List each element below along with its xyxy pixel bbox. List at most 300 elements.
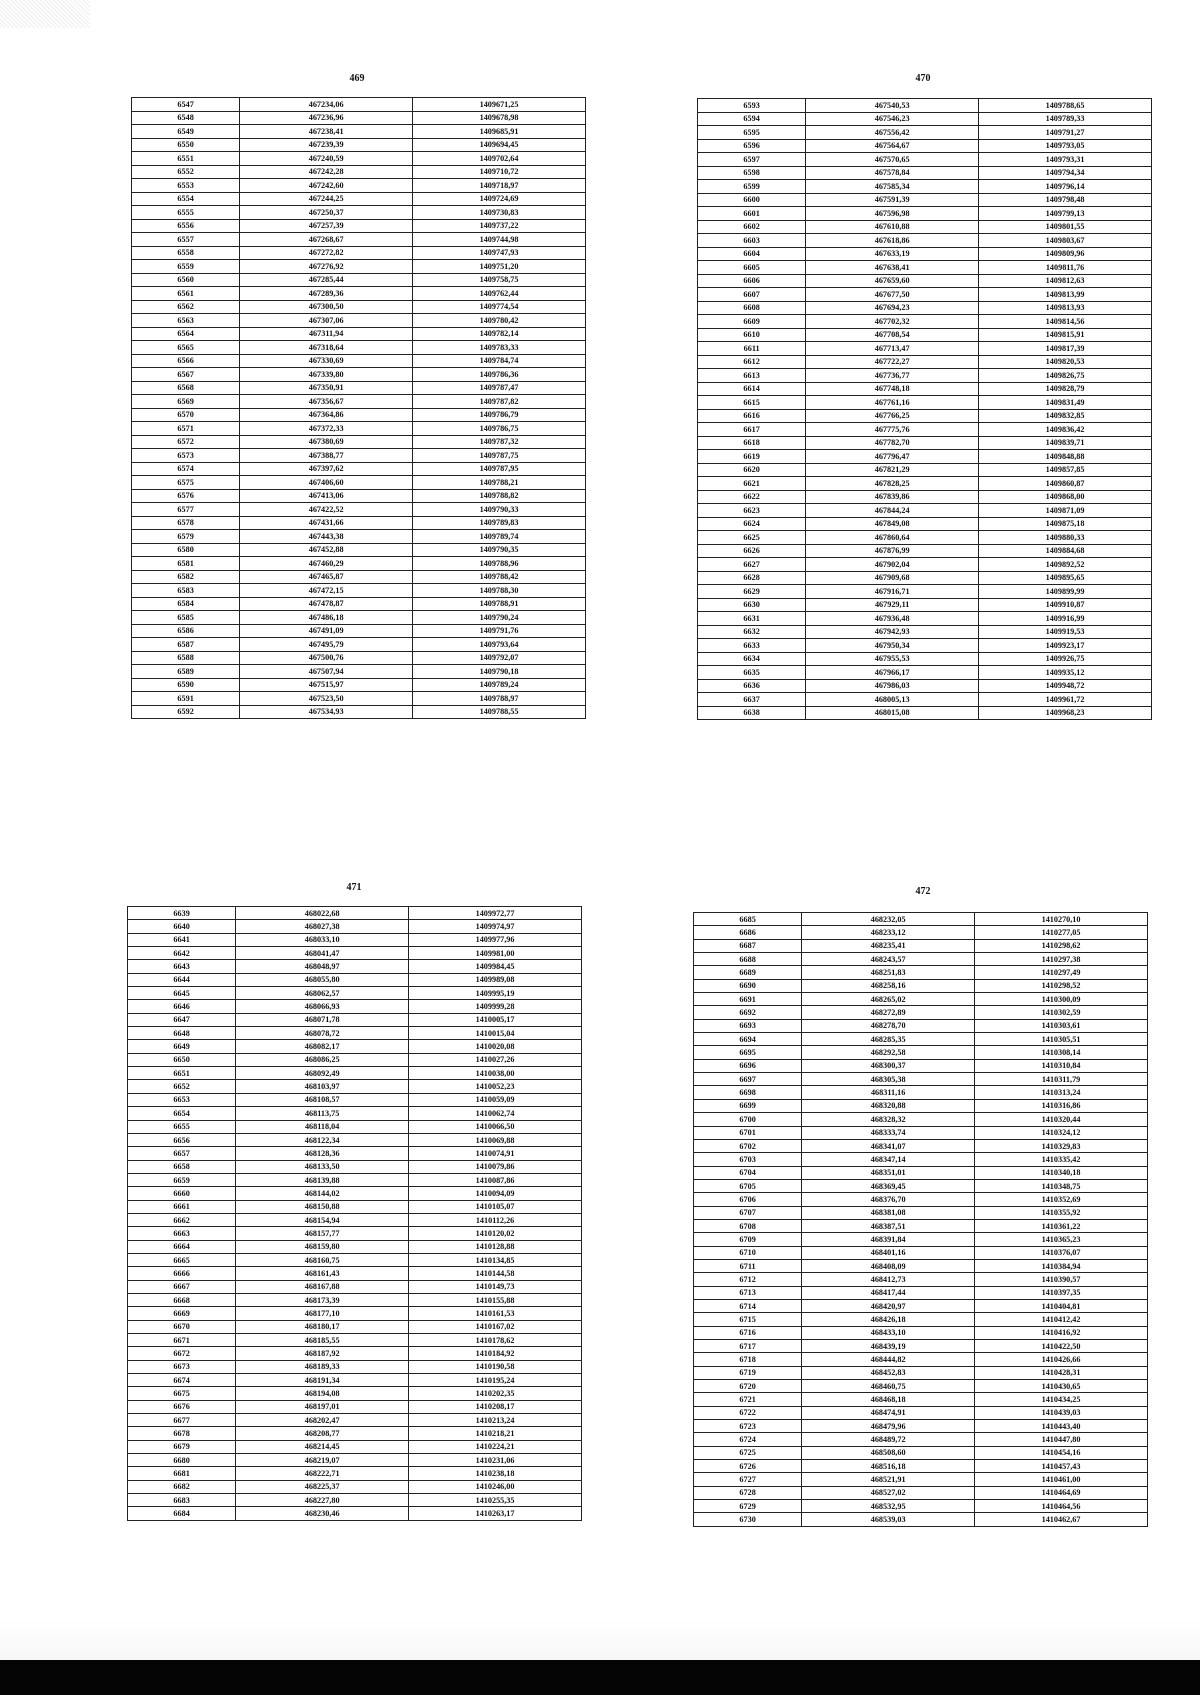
point-number-cell: 6568 (132, 381, 240, 395)
table-row (132, 435, 586, 449)
point-number-cell: 6728 (694, 1486, 802, 1499)
table-row (128, 1454, 582, 1467)
x-coordinate-cell: 467507,94 (240, 665, 413, 679)
y-coordinate-cell: 1409848,88 (979, 450, 1152, 464)
x-coordinate-cell: 467452,88 (240, 543, 413, 557)
x-coordinate-cell: 467796,47 (806, 450, 979, 464)
table-row (132, 260, 586, 274)
table-row (128, 1267, 582, 1280)
x-coordinate-cell: 468233,12 (802, 926, 975, 939)
table-row (132, 611, 586, 625)
x-coordinate-cell: 467828,25 (806, 477, 979, 491)
y-coordinate-cell: 1410462,67 (975, 1513, 1148, 1526)
table-row (132, 219, 586, 233)
table-row (128, 920, 582, 933)
y-coordinate-cell: 1409809,96 (979, 247, 1152, 261)
scan-artifact (0, 1620, 1200, 1660)
point-number-cell: 6647 (128, 1013, 236, 1026)
y-coordinate-cell: 1409788,91 (413, 597, 586, 611)
point-number-cell: 6559 (132, 260, 240, 274)
point-number-cell: 6584 (132, 597, 240, 611)
point-number-cell: 6720 (694, 1380, 802, 1393)
x-coordinate-cell: 467986,03 (806, 679, 979, 693)
y-coordinate-cell: 1410255,35 (409, 1494, 582, 1507)
y-coordinate-cell: 1410422,50 (975, 1340, 1148, 1353)
x-coordinate-cell: 467242,60 (240, 179, 413, 193)
point-number-cell: 6707 (694, 1206, 802, 1219)
point-number-cell: 6673 (128, 1360, 236, 1373)
x-coordinate-cell: 468387,51 (802, 1219, 975, 1232)
table-row (132, 287, 586, 301)
x-coordinate-cell: 467782,70 (806, 436, 979, 450)
table-row (694, 1406, 1148, 1419)
table-row (694, 1166, 1148, 1179)
table-row (128, 1347, 582, 1360)
table-row (132, 273, 586, 287)
x-coordinate-cell: 467677,50 (806, 288, 979, 302)
table-row (128, 987, 582, 1000)
point-number-cell: 6550 (132, 138, 240, 152)
x-coordinate-cell: 467902,04 (806, 558, 979, 572)
x-coordinate-cell: 467478,87 (240, 597, 413, 611)
y-coordinate-cell: 1410069,88 (409, 1133, 582, 1146)
point-number-cell: 6724 (694, 1433, 802, 1446)
y-coordinate-cell: 1409790,24 (413, 611, 586, 625)
x-coordinate-cell: 468225,37 (236, 1480, 409, 1493)
point-number-cell: 6607 (698, 288, 806, 302)
table-row (694, 1193, 1148, 1206)
table-row (132, 327, 586, 341)
y-coordinate-cell: 1410231,06 (409, 1454, 582, 1467)
point-number-cell: 6595 (698, 126, 806, 140)
table-row (128, 1280, 582, 1293)
y-coordinate-cell: 1409916,99 (979, 612, 1152, 626)
y-coordinate-cell: 1409857,85 (979, 463, 1152, 477)
table-row (694, 1366, 1148, 1379)
y-coordinate-cell: 1410246,00 (409, 1480, 582, 1493)
x-coordinate-cell: 467570,65 (806, 153, 979, 167)
table-row (128, 960, 582, 973)
y-coordinate-cell: 1409836,42 (979, 423, 1152, 437)
y-coordinate-cell: 1409884,68 (979, 544, 1152, 558)
table-row (128, 1293, 582, 1306)
y-coordinate-cell: 1409793,05 (979, 139, 1152, 153)
x-coordinate-cell: 468108,57 (236, 1093, 409, 1106)
point-number-cell: 6645 (128, 987, 236, 1000)
y-coordinate-cell: 1410454,16 (975, 1446, 1148, 1459)
point-number-cell: 6600 (698, 193, 806, 207)
y-coordinate-cell: 1409910,87 (979, 598, 1152, 612)
y-coordinate-cell: 1410443,40 (975, 1420, 1148, 1433)
table-row (694, 1486, 1148, 1499)
y-coordinate-cell: 1409812,63 (979, 274, 1152, 288)
y-coordinate-cell: 1409868,00 (979, 490, 1152, 504)
point-number-cell: 6554 (132, 192, 240, 206)
x-coordinate-cell: 468272,89 (802, 1006, 975, 1019)
point-number-cell: 6614 (698, 382, 806, 396)
table-row (132, 489, 586, 503)
point-number-cell: 6648 (128, 1027, 236, 1040)
table-row (128, 1200, 582, 1213)
table-row (698, 369, 1152, 383)
x-coordinate-cell: 467540,53 (806, 99, 979, 113)
y-coordinate-cell: 1409926,75 (979, 652, 1152, 666)
x-coordinate-cell: 468092,49 (236, 1067, 409, 1080)
table-row (128, 1067, 582, 1080)
point-number-cell: 6661 (128, 1200, 236, 1213)
x-coordinate-cell: 468154,94 (236, 1213, 409, 1226)
table-row (128, 907, 582, 920)
table-row (694, 1313, 1148, 1326)
y-coordinate-cell: 1409892,52 (979, 558, 1152, 572)
y-coordinate-cell: 1410149,73 (409, 1280, 582, 1293)
point-number-cell: 6574 (132, 462, 240, 476)
table-row (698, 180, 1152, 194)
table-row (128, 1507, 582, 1520)
x-coordinate-cell: 467239,39 (240, 138, 413, 152)
table-row (132, 98, 586, 112)
y-coordinate-cell: 1409678,98 (413, 111, 586, 125)
table-row (128, 1467, 582, 1480)
x-coordinate-cell: 467372,33 (240, 422, 413, 436)
y-coordinate-cell: 1409786,75 (413, 422, 586, 436)
x-coordinate-cell: 467591,39 (806, 193, 979, 207)
table-row (698, 396, 1152, 410)
x-coordinate-cell: 468391,84 (802, 1233, 975, 1246)
x-coordinate-cell: 468347,14 (802, 1153, 975, 1166)
point-number-cell: 6726 (694, 1460, 802, 1473)
table-row (694, 1086, 1148, 1099)
point-number-cell: 6718 (694, 1353, 802, 1366)
x-coordinate-cell: 468468,18 (802, 1393, 975, 1406)
x-coordinate-cell: 467422,52 (240, 503, 413, 517)
x-coordinate-cell: 467736,77 (806, 369, 979, 383)
y-coordinate-cell: 1410270,10 (975, 913, 1148, 926)
y-coordinate-cell: 1410020,08 (409, 1040, 582, 1053)
table-row (694, 1299, 1148, 1312)
point-number-cell: 6664 (128, 1240, 236, 1253)
x-coordinate-cell: 467876,99 (806, 544, 979, 558)
point-number-cell: 6719 (694, 1366, 802, 1379)
table-row (132, 138, 586, 152)
x-coordinate-cell: 467339,80 (240, 368, 413, 382)
y-coordinate-cell: 1409783,33 (413, 341, 586, 355)
y-coordinate-cell: 1410112,26 (409, 1213, 582, 1226)
y-coordinate-cell: 1409972,77 (409, 907, 582, 920)
table-row (694, 1353, 1148, 1366)
point-number-cell: 6690 (694, 979, 802, 992)
point-number-cell: 6576 (132, 489, 240, 503)
table-row (132, 179, 586, 193)
y-coordinate-cell: 1410120,02 (409, 1227, 582, 1240)
x-coordinate-cell: 467350,91 (240, 381, 413, 395)
table-row (698, 639, 1152, 653)
x-coordinate-cell: 467300,50 (240, 300, 413, 314)
point-number-cell: 6583 (132, 584, 240, 598)
table-row (694, 1420, 1148, 1433)
table-row (698, 207, 1152, 221)
point-number-cell: 6581 (132, 557, 240, 571)
x-coordinate-cell: 468351,01 (802, 1166, 975, 1179)
table-row (128, 1080, 582, 1093)
point-number-cell: 6622 (698, 490, 806, 504)
table-row (694, 953, 1148, 966)
point-number-cell: 6548 (132, 111, 240, 125)
table-row (128, 1334, 582, 1347)
point-number-cell: 6580 (132, 543, 240, 557)
x-coordinate-cell: 467318,64 (240, 341, 413, 355)
x-coordinate-cell: 467860,64 (806, 531, 979, 545)
y-coordinate-cell: 1409710,72 (413, 165, 586, 179)
table-row (132, 543, 586, 557)
x-coordinate-cell: 467388,77 (240, 449, 413, 463)
coordinates-table (693, 912, 1148, 1527)
y-coordinate-cell: 1410128,88 (409, 1240, 582, 1253)
table-row (132, 341, 586, 355)
x-coordinate-cell: 467413,06 (240, 489, 413, 503)
x-coordinate-cell: 467515,97 (240, 678, 413, 692)
y-coordinate-cell: 1409895,65 (979, 571, 1152, 585)
x-coordinate-cell: 468439,19 (802, 1340, 975, 1353)
x-coordinate-cell: 468444,82 (802, 1353, 975, 1366)
table-row (132, 111, 586, 125)
point-number-cell: 6729 (694, 1500, 802, 1513)
table-row (698, 342, 1152, 356)
point-number-cell: 6671 (128, 1334, 236, 1347)
y-coordinate-cell: 1409880,33 (979, 531, 1152, 545)
y-coordinate-cell: 1409999,28 (409, 1000, 582, 1013)
point-number-cell: 6562 (132, 300, 240, 314)
point-number-cell: 6708 (694, 1219, 802, 1232)
table-row (128, 933, 582, 946)
table-row (694, 1006, 1148, 1019)
y-coordinate-cell: 1409787,32 (413, 435, 586, 449)
table-row (128, 1027, 582, 1040)
table-row (698, 598, 1152, 612)
y-coordinate-cell: 1409671,25 (413, 98, 586, 112)
y-coordinate-cell: 1410218,21 (409, 1427, 582, 1440)
table-row (698, 612, 1152, 626)
table-row (132, 516, 586, 530)
table-row (698, 531, 1152, 545)
table-row (694, 1206, 1148, 1219)
table-row (698, 247, 1152, 261)
x-coordinate-cell: 468243,57 (802, 953, 975, 966)
x-coordinate-cell: 467491,09 (240, 624, 413, 638)
table-row (128, 1360, 582, 1373)
y-coordinate-cell: 1409737,22 (413, 219, 586, 233)
y-coordinate-cell: 1410190,58 (409, 1360, 582, 1373)
x-coordinate-cell: 468369,45 (802, 1179, 975, 1192)
y-coordinate-cell: 1410316,86 (975, 1099, 1148, 1112)
table-row (698, 274, 1152, 288)
y-coordinate-cell: 1410263,17 (409, 1507, 582, 1520)
x-coordinate-cell: 467775,76 (806, 423, 979, 437)
table-row (128, 1147, 582, 1160)
point-number-cell: 6649 (128, 1040, 236, 1053)
point-number-cell: 6587 (132, 638, 240, 652)
x-coordinate-cell: 467722,27 (806, 355, 979, 369)
table-row (694, 913, 1148, 926)
x-coordinate-cell: 468208,77 (236, 1427, 409, 1440)
x-coordinate-cell: 467431,66 (240, 516, 413, 530)
point-number-cell: 6578 (132, 516, 240, 530)
x-coordinate-cell: 467633,19 (806, 247, 979, 261)
x-coordinate-cell: 468341,07 (802, 1139, 975, 1152)
point-number-cell: 6695 (694, 1046, 802, 1059)
x-coordinate-cell: 467578,84 (806, 166, 979, 180)
x-coordinate-cell: 468214,45 (236, 1440, 409, 1453)
table-row (694, 1059, 1148, 1072)
y-coordinate-cell: 1409788,96 (413, 557, 586, 571)
y-coordinate-cell: 1410134,85 (409, 1253, 582, 1266)
x-coordinate-cell: 468078,72 (236, 1027, 409, 1040)
y-coordinate-cell: 1410376,07 (975, 1246, 1148, 1259)
y-coordinate-cell: 1410416,92 (975, 1326, 1148, 1339)
y-coordinate-cell: 1410144,58 (409, 1267, 582, 1280)
y-coordinate-cell: 1409787,47 (413, 381, 586, 395)
x-coordinate-cell: 467500,76 (240, 651, 413, 665)
x-coordinate-cell: 467618,86 (806, 234, 979, 248)
y-coordinate-cell: 1409791,76 (413, 624, 586, 638)
point-number-cell: 6663 (128, 1227, 236, 1240)
x-coordinate-cell: 468118,04 (236, 1120, 409, 1133)
y-coordinate-cell: 1410397,35 (975, 1286, 1148, 1299)
table-row (128, 1040, 582, 1053)
x-coordinate-cell: 468082,17 (236, 1040, 409, 1053)
x-coordinate-cell: 467534,93 (240, 705, 413, 719)
y-coordinate-cell: 1409923,17 (979, 639, 1152, 653)
x-coordinate-cell: 467443,38 (240, 530, 413, 544)
y-coordinate-cell: 1409789,83 (413, 516, 586, 530)
y-coordinate-cell: 1409685,91 (413, 125, 586, 139)
table-row (132, 422, 586, 436)
point-number-cell: 6586 (132, 624, 240, 638)
y-coordinate-cell: 1409694,45 (413, 138, 586, 152)
y-coordinate-cell: 1410202,35 (409, 1387, 582, 1400)
x-coordinate-cell: 467585,34 (806, 180, 979, 194)
y-coordinate-cell: 1409786,36 (413, 368, 586, 382)
y-coordinate-cell: 1409875,18 (979, 517, 1152, 531)
x-coordinate-cell: 467556,42 (806, 126, 979, 140)
table-row (694, 1153, 1148, 1166)
y-coordinate-cell: 1409793,31 (979, 153, 1152, 167)
point-number-cell: 6656 (128, 1133, 236, 1146)
point-number-cell: 6566 (132, 354, 240, 368)
point-number-cell: 6715 (694, 1313, 802, 1326)
y-coordinate-cell: 1410361,22 (975, 1219, 1148, 1232)
y-coordinate-cell: 1410313,24 (975, 1086, 1148, 1099)
point-number-cell: 6696 (694, 1059, 802, 1072)
point-number-cell: 6712 (694, 1273, 802, 1286)
y-coordinate-cell: 1409839,71 (979, 436, 1152, 450)
x-coordinate-cell: 468333,74 (802, 1126, 975, 1139)
point-number-cell: 6642 (128, 947, 236, 960)
x-coordinate-cell: 467240,59 (240, 152, 413, 166)
table-row (132, 165, 586, 179)
point-number-cell: 6598 (698, 166, 806, 180)
point-number-cell: 6555 (132, 206, 240, 220)
table-row (128, 1107, 582, 1120)
y-coordinate-cell: 1410184,92 (409, 1347, 582, 1360)
y-coordinate-cell: 1410074,91 (409, 1147, 582, 1160)
point-number-cell: 6549 (132, 125, 240, 139)
point-number-cell: 6703 (694, 1153, 802, 1166)
y-coordinate-cell: 1409813,99 (979, 288, 1152, 302)
y-coordinate-cell: 1410005,17 (409, 1013, 582, 1026)
table-row (128, 1187, 582, 1200)
x-coordinate-cell: 467659,60 (806, 274, 979, 288)
table-row (132, 408, 586, 422)
y-coordinate-cell: 1410348,75 (975, 1179, 1148, 1192)
table-row (694, 1393, 1148, 1406)
point-number-cell: 6624 (698, 517, 806, 531)
table-row (698, 355, 1152, 369)
x-coordinate-cell: 468230,46 (236, 1507, 409, 1520)
table-row (698, 544, 1152, 558)
y-coordinate-cell: 1410297,38 (975, 953, 1148, 966)
x-coordinate-cell: 468305,38 (802, 1073, 975, 1086)
x-coordinate-cell: 468133,50 (236, 1160, 409, 1173)
point-number-cell: 6563 (132, 314, 240, 328)
y-coordinate-cell: 1410087,86 (409, 1173, 582, 1186)
y-coordinate-cell: 1410195,24 (409, 1374, 582, 1387)
y-coordinate-cell: 1409989,08 (409, 973, 582, 986)
point-number-cell: 6662 (128, 1213, 236, 1226)
table-row (132, 368, 586, 382)
point-number-cell: 6626 (698, 544, 806, 558)
y-coordinate-cell: 1409774,54 (413, 300, 586, 314)
point-number-cell: 6680 (128, 1454, 236, 1467)
x-coordinate-cell: 467311,94 (240, 327, 413, 341)
y-coordinate-cell: 1409968,23 (979, 706, 1152, 720)
x-coordinate-cell: 467708,54 (806, 328, 979, 342)
table-row (698, 301, 1152, 315)
y-coordinate-cell: 1409786,79 (413, 408, 586, 422)
point-number-cell: 6721 (694, 1393, 802, 1406)
point-number-cell: 6686 (694, 926, 802, 939)
x-coordinate-cell: 468489,72 (802, 1433, 975, 1446)
y-coordinate-cell: 1410384,94 (975, 1259, 1148, 1272)
point-number-cell: 6730 (694, 1513, 802, 1526)
point-number-cell: 6676 (128, 1400, 236, 1413)
point-number-cell: 6619 (698, 450, 806, 464)
table-row (132, 503, 586, 517)
y-coordinate-cell: 1409724,69 (413, 192, 586, 206)
table-row (698, 382, 1152, 396)
page-number: 471 (346, 882, 362, 893)
y-coordinate-cell: 1409871,09 (979, 504, 1152, 518)
y-coordinate-cell: 1409792,07 (413, 651, 586, 665)
x-coordinate-cell: 468479,96 (802, 1420, 975, 1433)
point-number-cell: 6627 (698, 558, 806, 572)
x-coordinate-cell: 468460,75 (802, 1380, 975, 1393)
table-row (698, 288, 1152, 302)
table-row (698, 666, 1152, 680)
table-row (132, 557, 586, 571)
point-number-cell: 6709 (694, 1233, 802, 1246)
y-coordinate-cell: 1410412,42 (975, 1313, 1148, 1326)
y-coordinate-cell: 1410428,31 (975, 1366, 1148, 1379)
point-number-cell: 6723 (694, 1420, 802, 1433)
x-coordinate-cell: 467486,18 (240, 611, 413, 625)
table-row (128, 1320, 582, 1333)
x-coordinate-cell: 468401,16 (802, 1246, 975, 1259)
y-coordinate-cell: 1409789,24 (413, 678, 586, 692)
y-coordinate-cell: 1409820,53 (979, 355, 1152, 369)
x-coordinate-cell: 468062,57 (236, 987, 409, 1000)
x-coordinate-cell: 468022,68 (236, 907, 409, 920)
